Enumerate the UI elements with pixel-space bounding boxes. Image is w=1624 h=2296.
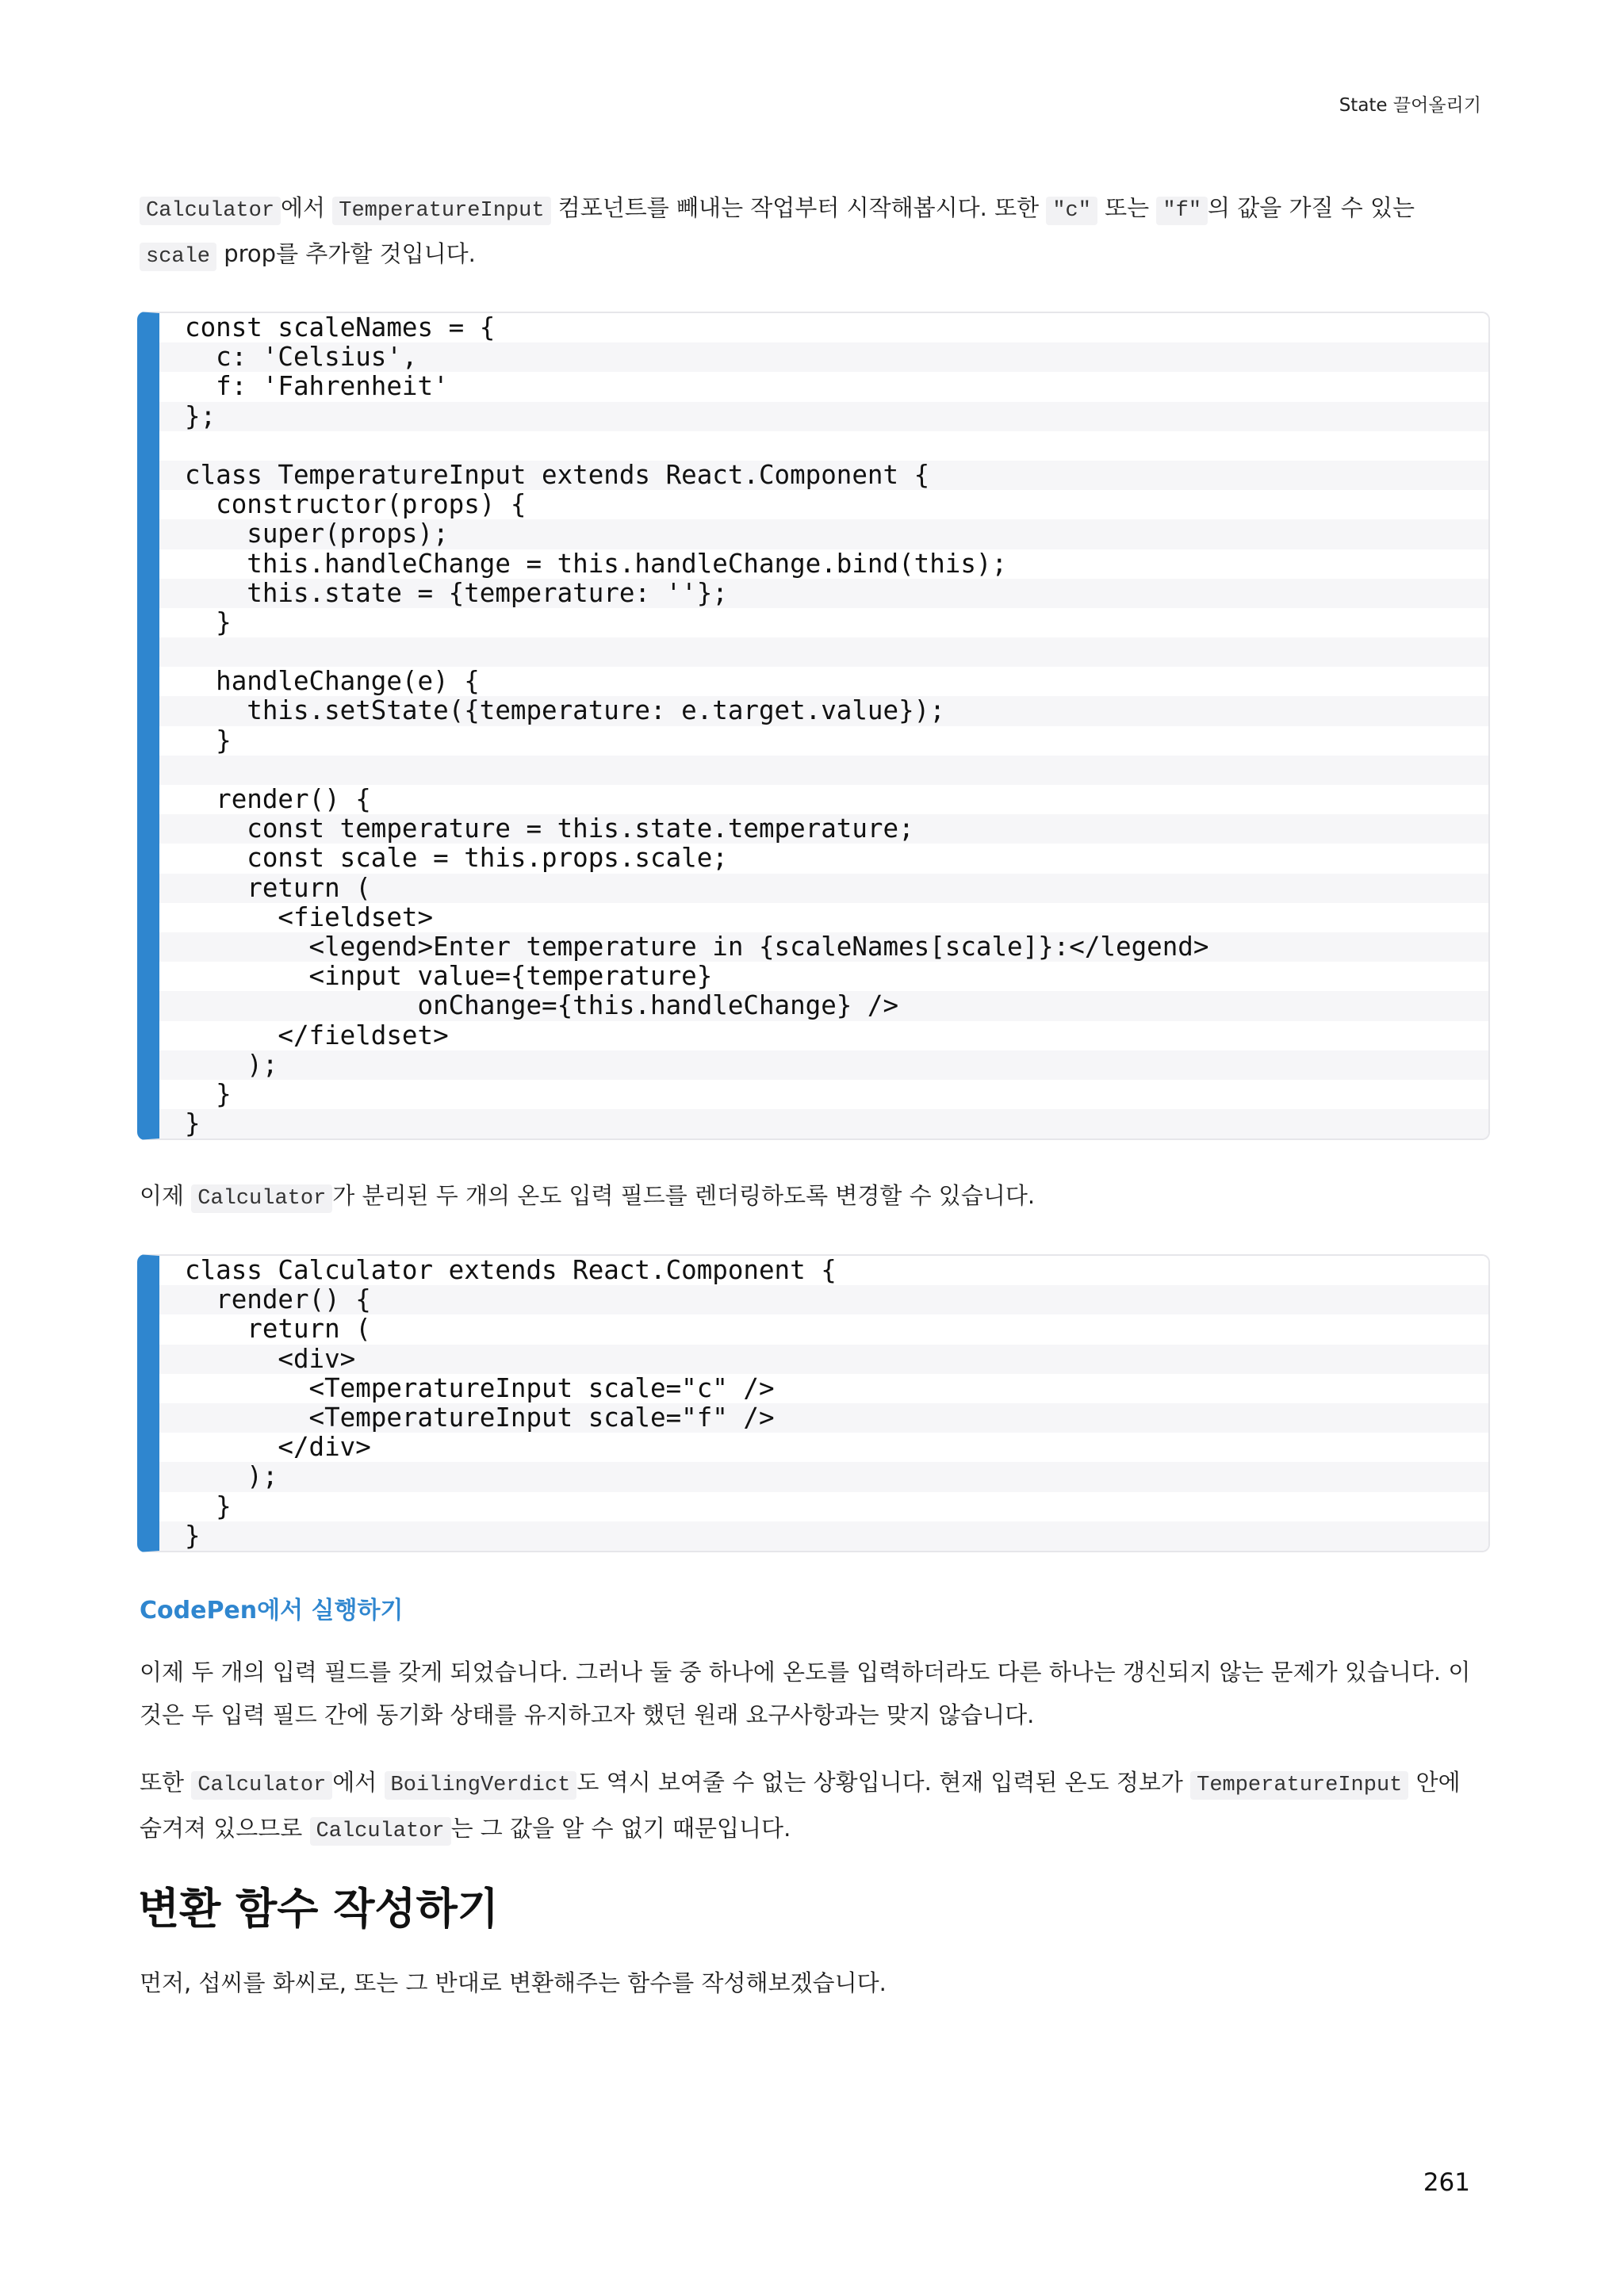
text-span: 의 값을 가질 수 있는	[1208, 194, 1415, 221]
code-line	[159, 431, 1488, 461]
text-span: 또한	[140, 1769, 192, 1796]
code-line: <legend>Enter temperature in {scaleNames[scale]}:</legend>	[159, 932, 1488, 962]
code-line	[159, 637, 1488, 667]
code-line: </fieldset>	[159, 1021, 1488, 1050]
text-span: 안에 숨겨져 있으므로	[140, 1769, 1461, 1842]
inline-code: "c"	[1046, 197, 1097, 225]
code-line: }	[159, 1080, 1488, 1109]
code-line: class TemperatureInput extends React.Component {	[159, 461, 1488, 490]
text-span: 도 역시 보여줄 수 없는 상황입니다. 현재 입력된 온도 정보가	[576, 1769, 1191, 1796]
code-line: this.state = {temperature: ''};	[159, 579, 1488, 608]
code-line: constructor(props) {	[159, 490, 1488, 519]
code-line	[159, 756, 1488, 785]
inline-code: TemperatureInput	[1190, 1771, 1408, 1800]
code-line: return (	[159, 874, 1488, 903]
code-line: onChange={this.handleChange} />	[159, 991, 1488, 1020]
section-heading: 변환 함수 작성하기	[138, 1884, 499, 1934]
inline-code: Calculator	[191, 1771, 332, 1800]
inline-code: TemperatureInput	[332, 197, 550, 225]
inline-code: Calculator	[140, 197, 281, 225]
code-line: super(props);	[159, 519, 1488, 549]
code-line: );	[159, 1050, 1488, 1080]
page-number: 261	[1423, 2168, 1470, 2197]
code-line: <TemperatureInput scale="f" />	[159, 1403, 1488, 1433]
text-span: 컴포넌트를 빼내는 작업부터 시작해봅시다. 또한	[550, 194, 1040, 221]
code-line: </div>	[159, 1433, 1488, 1462]
intro-paragraph	[140, 186, 1488, 278]
code-line: const temperature = this.state.temperature;	[159, 814, 1488, 844]
codepen-link[interactable]: CodePen에서 실행하기	[140, 1597, 404, 1624]
running-header: State 끌어올리기	[1339, 95, 1481, 116]
code-line: }	[159, 726, 1488, 756]
paragraph-sync-problem: 이제 두 개의 입력 필드를 갖게 되었습니다. 그러나 둘 중 하나에 온도를 입력하더라도 다른 하나는 갱신되지 않는 문제가 있습니다. 이것은 두 입력 필드 간에 동기화 상태를 유지하고자 했던 원래 요구사항과는 맞지 않습니다.	[140, 1659, 1471, 1728]
text-span: prop를 추가할 것입니다.	[216, 240, 476, 267]
code-block-temperature-input	[137, 312, 1490, 1140]
text-span: 또는	[1097, 194, 1157, 221]
code-line: <input value={temperature}	[159, 962, 1488, 991]
code-line: render() {	[159, 1285, 1488, 1314]
text-span: 이제	[140, 1182, 192, 1209]
code-line: <TemperatureInput scale="c" />	[159, 1374, 1488, 1403]
inline-code: BoilingVerdict	[385, 1771, 577, 1800]
inline-code: scale	[140, 243, 216, 271]
text-span: 에서	[332, 1769, 385, 1796]
code-line: }	[159, 1492, 1488, 1521]
text-span: 는 그 값을 알 수 없기 때문입니다.	[450, 1815, 791, 1842]
code-line: c: 'Celsius',	[159, 342, 1488, 372]
code-block-calculator	[137, 1254, 1490, 1552]
code-line: <fieldset>	[159, 903, 1488, 932]
text-span: 가 분리된 두 개의 온도 입력 필드를 렌더링하도록 변경할 수 있습니다.	[332, 1182, 1036, 1209]
code-line: <div>	[159, 1345, 1488, 1374]
paragraph-calculator-render	[140, 1174, 1488, 1220]
inline-code: Calculator	[191, 1184, 332, 1213]
inline-code: Calculator	[310, 1817, 451, 1846]
code-line: this.handleChange = this.handleChange.bind(this);	[159, 549, 1488, 579]
code-line: class Calculator extends React.Component {	[159, 1256, 1488, 1285]
code-line: );	[159, 1462, 1488, 1491]
code-line: }	[159, 1109, 1488, 1138]
text-span: 에서	[281, 194, 326, 221]
code-line: }	[159, 1521, 1488, 1551]
code-line: handleChange(e) {	[159, 667, 1488, 696]
code-line: const scale = this.props.scale;	[159, 844, 1488, 873]
code-line: const scaleNames = {	[159, 313, 1488, 342]
inline-code: "f"	[1156, 197, 1208, 225]
code-line: }	[159, 608, 1488, 637]
code-line: return (	[159, 1314, 1488, 1344]
code-line: render() {	[159, 785, 1488, 814]
paragraph-boiling-verdict	[140, 1761, 1488, 1853]
paragraph-conversion-intro: 먼저, 섭씨를 화씨로, 또는 그 반대로 변환해주는 함수를 작성해보겠습니다.	[140, 1969, 887, 1996]
code-line: };	[159, 402, 1488, 431]
code-line: this.setState({temperature: e.target.value});	[159, 696, 1488, 725]
code-line: f: 'Fahrenheit'	[159, 372, 1488, 401]
